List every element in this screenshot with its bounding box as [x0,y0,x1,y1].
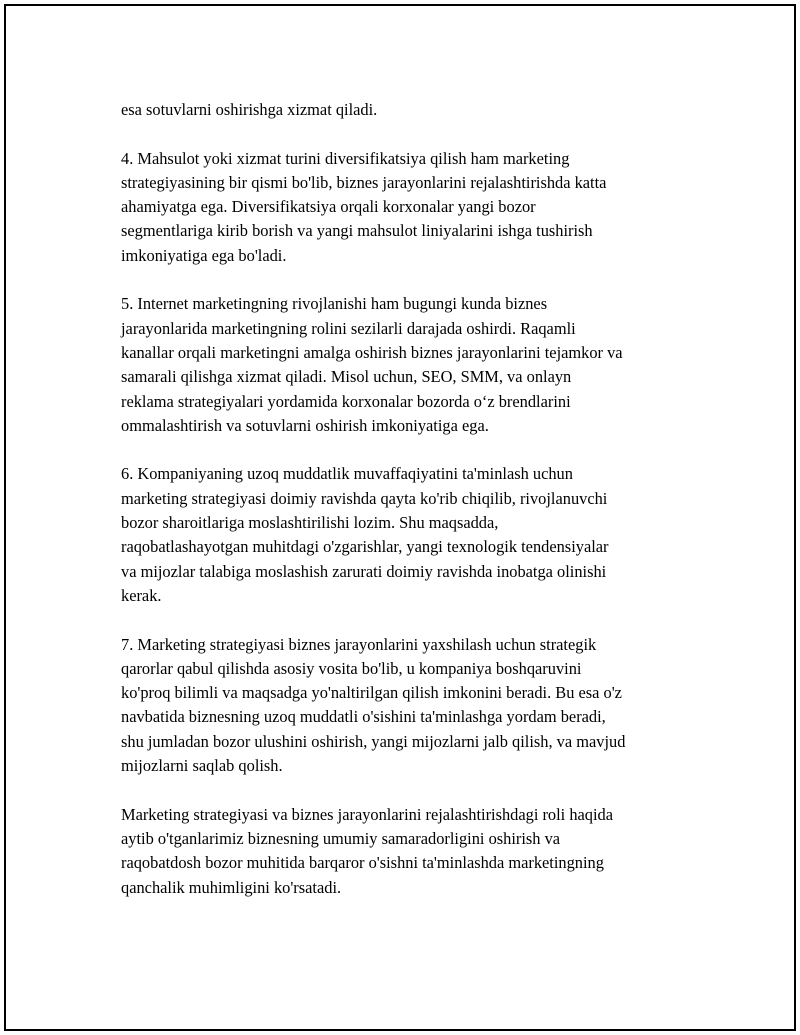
document-body [121,98,696,924]
paragraph-continuation: esa sotuvlarni oshirishga xizmat qiladi. [121,100,378,119]
paragraph-item-5: 5. Internet marketingning rivojlanishi ham bugungi kunda biznes jarayonlarida marketingning rolini sezilarli darajada oshirdi. Raqamli kanallar orqali marketingni amalga oshirish biznes jarayonlarini tejamkor va samarali qilishga xizmat qiladi. Misol uchun, SEO, SMM, va onlayn reklama strategiyalari yordamida korxonalar bozorda o‘z brendlarini ommalashtirish va sotuvlarni oshirish imkoniyatiga ega. [121,294,623,435]
document-page [4,4,796,1031]
paragraph-item-4: 4. Mahsulot yoki xizmat turini diversifikatsiya qilish ham marketing strategiyasining bir qismi bo'lib, biznes jarayonlarini rejalashtirishda katta ahamiyatga ega. Diversifikatsiya orqali korxonalar yangi bozor segmentlariga kirib borish va yangi mahsulot liniyalarini ishga tushirish imkoniyatiga ega bo'ladi. [121,148,607,265]
paragraph-conclusion: Marketing strategiyasi va biznes jarayonlarini rejalashtirishdagi roli haqida aytib o'tganlarimiz biznesning umumiy samaradorligini oshirish va raqobatdosh bozor muhitida barqaror o'sishni ta'minlashda marketingning qanchalik muhimligini ko'rsatadi. [121,804,614,897]
paragraph-item-7: 7. Marketing strategiyasi biznes jarayonlarini yaxshilash uchun strategik qarorlar qabul qilishda asosiy vosita bo'lib, u kompaniya boshqaruvini ko'proq bilimli va maqsadga yo'naltirilgan qilish imkonini beradi. Bu esa o'z navbatida biznesning uzoq muddatli o'sishini ta'minlashga yordam beradi, shu jumladan bozor ulushini oshirish, yangi mijozlarni jalb qilish, va mavjud mijozlarni saqlab qolish. [121,634,626,776]
paragraph-item-6: 6. Kompaniyaning uzoq muddatlik muvaffaqiyatini ta'minlash uchun marketing strategiyasi doimiy ravishda qayta ko'rib chiqilib, rivojlanuvchi bozor sharoitlariga moslashtirilishi lozim. Shu maqsadda, raqobatlashayotgan muhitdagi o'zgarishlar, yangi texnologik tendensiyalar va mijozlar talabiga moslashish zarurati doimiy ravishda inobatga olinishi kerak. [121,464,609,605]
